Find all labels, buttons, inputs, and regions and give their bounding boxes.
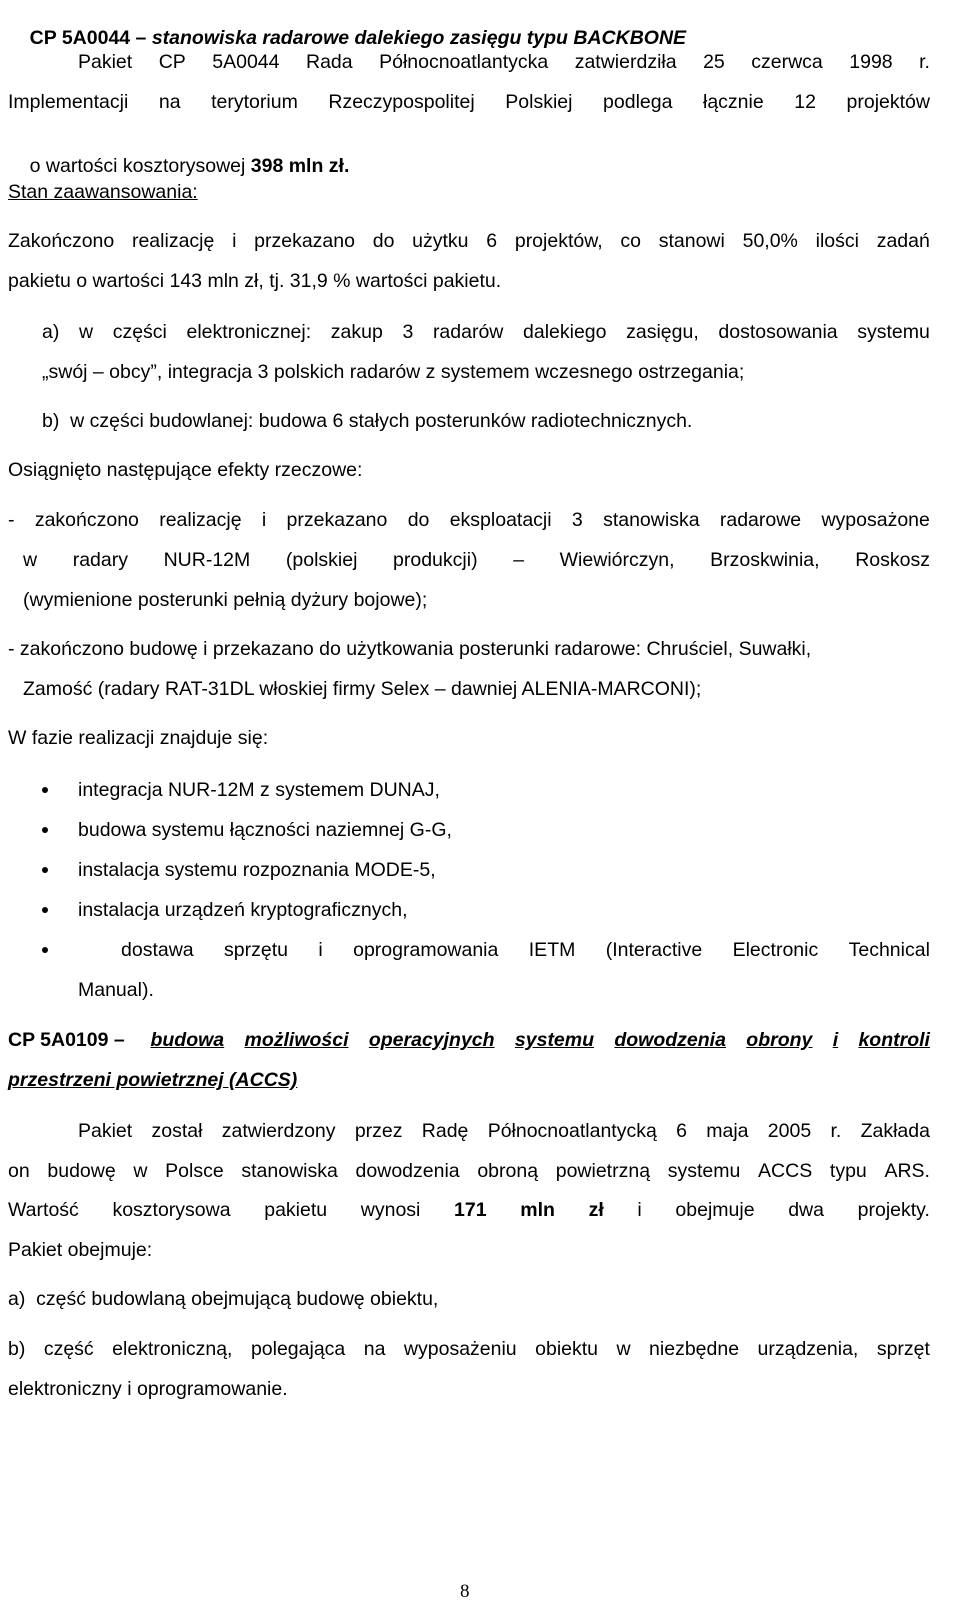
word: (Interactive [605, 939, 703, 961]
word: przekazano [254, 230, 355, 252]
section-heading-cp-5a0109 [8, 1028, 930, 1052]
effect-item-1 [8, 508, 930, 532]
word: zatwierdzony [221, 1120, 336, 1142]
word: – [513, 549, 525, 571]
list-item-b [8, 1337, 930, 1361]
paragraph-line [8, 90, 930, 114]
word: radarów [432, 321, 504, 343]
word: wyposażeniu [403, 1338, 517, 1360]
word: Wiewiórczyn, [559, 549, 675, 571]
bullet-item: instalacja urządzeń kryptograficznych, [78, 899, 408, 921]
bullet-icon [42, 907, 48, 913]
word: stanowiska [603, 509, 700, 531]
word: stanowiska [241, 1160, 338, 1182]
bullet-icon [42, 867, 48, 873]
word: obiektu [535, 1338, 599, 1360]
paragraph-line: Pakiet obejmuje: [8, 1239, 153, 1261]
paragraph-word: wynosi [360, 1199, 421, 1221]
section-title-word: kontroli [858, 1029, 930, 1051]
paragraph-line [78, 1119, 930, 1143]
effects-heading: Osiągnięto następujące efekty rzeczowe: [8, 459, 363, 481]
word: obroną [477, 1160, 539, 1182]
word: przekazano [286, 509, 388, 531]
word: zatwierdziła [574, 51, 677, 73]
word: część [43, 1338, 94, 1360]
word: Polsce [165, 1160, 224, 1182]
cost-value: 398 mln zł. [250, 155, 350, 177]
paragraph-line [78, 50, 930, 74]
word: projektów [846, 91, 930, 113]
bullet-item: budowa systemu łączności naziemnej G-G, [78, 819, 452, 841]
word: Pakiet [78, 51, 133, 73]
effect-item-2: - zakończono budowę i przekazano do użytkowania posterunki radarowe: Chruściel, Suwałki, [8, 638, 812, 660]
word: terytorium [211, 91, 298, 113]
word: 12 [794, 91, 816, 113]
word: Implementacji [8, 91, 129, 113]
paragraph-word: i [637, 1199, 642, 1221]
word: b) [8, 1338, 26, 1360]
section-title-word: budowa [150, 1029, 225, 1051]
word: dowodzenia [355, 1160, 460, 1182]
word: polegająca [250, 1338, 346, 1360]
word: zadań [876, 230, 930, 252]
paragraph-word: projekty. [857, 1199, 930, 1221]
word: realizację [159, 509, 242, 531]
list-item-b: b) w części budowlanej: budowa 6 stałych posterunków radiotechnicznych. [42, 410, 693, 432]
word: Północnoatlantycką [487, 1120, 657, 1142]
word: do [407, 509, 430, 531]
section-title-word: obrony [746, 1029, 813, 1051]
bullet-item: instalacja systemu rozpoznania MODE-5, [78, 859, 436, 881]
page-number: 8 [460, 1581, 470, 1602]
word: radarowe [719, 509, 802, 531]
word: wyposażone [821, 509, 930, 531]
word: 25 [703, 51, 725, 73]
word: a) [42, 321, 60, 343]
word: niezbędne [649, 1338, 740, 1360]
word: 6 [486, 230, 498, 252]
list-item-b-continued: elektroniczny i oprogramowanie. [8, 1378, 288, 1400]
word: Północnoatlantycka [379, 51, 549, 73]
word: elektronicznej: [186, 321, 312, 343]
word: na [158, 91, 181, 113]
paragraph-word: kosztorysowa [112, 1199, 231, 1221]
word: NUR-12M [163, 549, 251, 571]
word: podlega [603, 91, 673, 113]
word: dostosowania [718, 321, 838, 343]
word: został [151, 1120, 203, 1142]
section-title-word: dowodzenia [614, 1029, 726, 1051]
cost-value: zł [588, 1199, 604, 1221]
word: i [318, 939, 323, 961]
word: produkcji) [393, 549, 478, 571]
word: IETM [528, 939, 576, 961]
word: części [112, 321, 167, 343]
word: sprzętu [224, 939, 288, 961]
word: łącznie [703, 91, 764, 113]
word: sprzęt [876, 1338, 930, 1360]
word: co [620, 230, 641, 252]
word: 5A0044 [212, 51, 280, 73]
paragraph-line: pakietu o wartości 143 mln zł, tj. 31,9 % wartości pakietu. [8, 270, 502, 292]
word: zasięgu, [626, 321, 699, 343]
word: w [78, 321, 94, 343]
effect-item-1-line-2 [23, 548, 930, 572]
paragraph-line [8, 1159, 930, 1183]
section-title: stanowiska radarowe dalekiego zasięgu typu BACKBONE [151, 27, 687, 49]
word: na [363, 1338, 386, 1360]
word: użytku [412, 230, 469, 252]
section-title-line-2: przestrzeni powietrznej (ACCS) [8, 1069, 298, 1091]
paragraph-word: Wartość [8, 1199, 79, 1221]
bullet-icon [42, 827, 48, 833]
word: 2005 [767, 1120, 812, 1142]
word: 1998 [849, 51, 893, 73]
phase-heading: W fazie realizacji znajduje się: [8, 727, 269, 749]
list-item-a-continued: „swój – obcy”, integracja 3 polskich radarów z systemem wczesnego ostrzegania; [42, 361, 745, 383]
word: dostawa [121, 939, 194, 961]
word: w [133, 1160, 148, 1182]
word: eksploatacji [449, 509, 552, 531]
word: Rzeczypospolitej [328, 91, 475, 113]
word: r. [919, 51, 930, 73]
paragraph-word: pakietu [264, 1199, 328, 1221]
word: typu [829, 1160, 867, 1182]
word: r. [830, 1120, 842, 1142]
bullet-icon [42, 787, 48, 793]
cost-value: 171 [454, 1199, 487, 1221]
word: Rada [305, 51, 353, 73]
paragraph-line [8, 229, 930, 253]
word: radary [72, 549, 128, 571]
list-item-a: a) część budowlaną obejmującą budowę obiektu, [8, 1288, 439, 1310]
word: ilości [815, 230, 859, 252]
word: 6 [676, 1120, 687, 1142]
word: 3 [402, 321, 414, 343]
effect-item-1-line-3: (wymienione posterunki pełnią dyżury bojowe); [23, 589, 428, 611]
section-title-word: operacyjnych [368, 1029, 495, 1051]
word: czerwca [751, 51, 823, 73]
word: Electronic [732, 939, 819, 961]
paragraph-word: obejmuje [675, 1199, 755, 1221]
word: do [372, 230, 395, 252]
word: w [616, 1338, 631, 1360]
word: zakup [330, 321, 383, 343]
word: Brzoskwinia, [710, 549, 820, 571]
word: (polskiej [285, 549, 358, 571]
cost-value: mln [520, 1199, 555, 1221]
word: w [23, 549, 38, 571]
word: Radę [421, 1120, 469, 1142]
section-code: CP 5A0109 – [8, 1029, 131, 1051]
bullet-icon [42, 947, 48, 953]
word: Zakłada [860, 1120, 930, 1142]
word: urządzenia, [757, 1338, 859, 1360]
word: stanowi [658, 230, 725, 252]
section-title-word: możliwości [244, 1029, 349, 1051]
word: i [261, 509, 267, 531]
section-title-word: i [832, 1029, 839, 1051]
bullet-item-continued: Manual). [78, 979, 154, 1001]
word: projektów, [514, 230, 603, 252]
word: oprogramowania [353, 939, 499, 961]
word: - [8, 509, 15, 531]
word: elektroniczną, [112, 1338, 233, 1360]
bullet-item: integracja NUR-12M z systemem DUNAJ, [78, 779, 440, 801]
paragraph-text: o wartości kosztorysowej [29, 155, 251, 177]
word: ACCS [758, 1160, 813, 1182]
word: Zakończono [8, 230, 115, 252]
word: budowę [47, 1160, 116, 1182]
word: Technical [848, 939, 930, 961]
word: maja [706, 1120, 749, 1142]
word: systemu [857, 321, 930, 343]
paragraph-word: dwa [788, 1199, 824, 1221]
word: i [232, 230, 237, 252]
section-title-word: systemu [514, 1029, 595, 1051]
word: Roskosz [855, 549, 930, 571]
list-item-a [42, 320, 930, 344]
status-heading: Stan zaawansowania: [8, 181, 198, 203]
word: Polskiej [505, 91, 573, 113]
word: on [8, 1160, 30, 1182]
word: przez [354, 1120, 403, 1142]
word: realizację [131, 230, 215, 252]
section-code: CP 5A0044 – [29, 27, 152, 49]
word: zakończono [34, 509, 139, 531]
word: ARS. [884, 1160, 930, 1182]
word: CP [158, 51, 186, 73]
bullet-item [121, 938, 930, 962]
paragraph-line [8, 1198, 930, 1222]
effect-item-2-line-2: Zamość (radary RAT-31DL włoskiej firmy Selex – dawniej ALENIA-MARCONI); [23, 678, 702, 700]
word: 50,0% [742, 230, 798, 252]
word: systemu [667, 1160, 741, 1182]
word: Pakiet [78, 1120, 133, 1142]
word: 3 [571, 509, 583, 531]
word: powietrzną [555, 1160, 651, 1182]
word: dalekiego [523, 321, 607, 343]
